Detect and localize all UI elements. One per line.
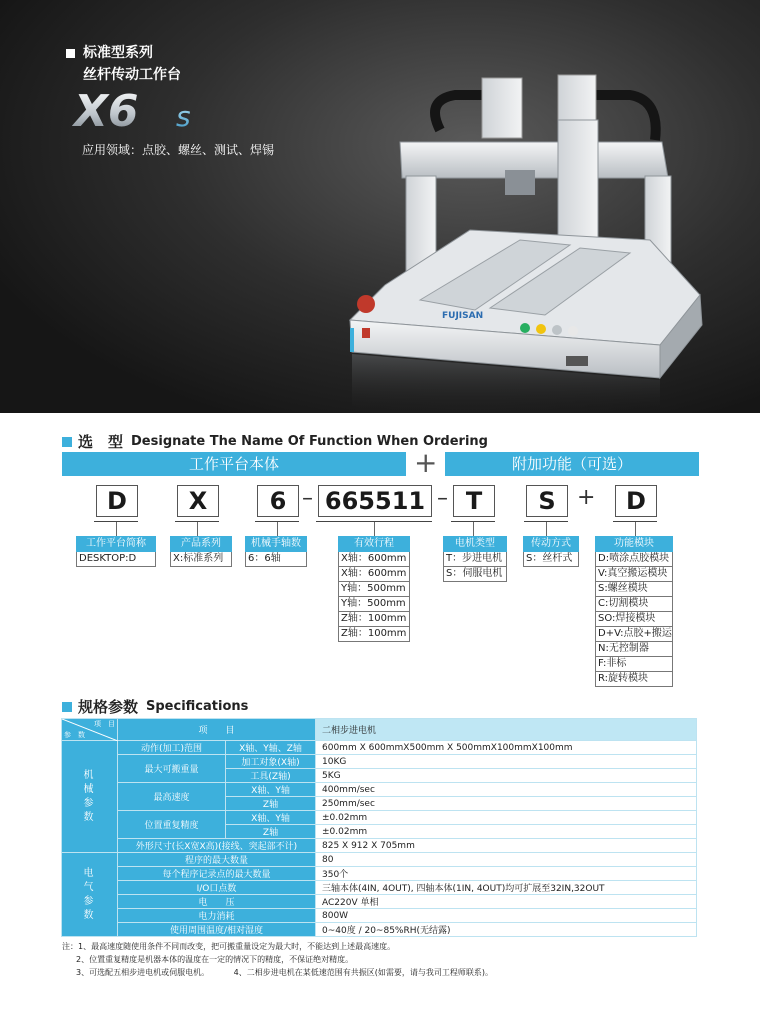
connector-line bbox=[473, 522, 474, 536]
group-head: 机械手轴数 bbox=[245, 536, 307, 552]
group-product-series bbox=[170, 536, 232, 567]
bullet-square-icon bbox=[66, 49, 75, 58]
row-sub: 加工对象(X轴) bbox=[226, 755, 316, 769]
code-box-6: 6 bbox=[257, 485, 299, 517]
bar-plus-sign: + bbox=[414, 446, 438, 479]
ordering-title-en: Designate The Name Of Function When Ordering bbox=[131, 434, 488, 449]
connector-line bbox=[374, 522, 375, 536]
row-sub: Z轴 bbox=[226, 825, 316, 839]
group-cell: C:切割模块 bbox=[595, 597, 673, 612]
table-row bbox=[62, 741, 697, 755]
note-3: 3、可选配五相步进电机或伺服电机。 bbox=[76, 968, 210, 977]
group-head: 传动方式 bbox=[523, 536, 579, 552]
series-title bbox=[66, 42, 153, 62]
section-square-icon bbox=[62, 702, 72, 712]
group-head: 工作平台简称 bbox=[76, 536, 156, 552]
row-name: 程序的最大数量 bbox=[118, 853, 316, 867]
group-cell: Y轴：500mm bbox=[338, 597, 410, 612]
specs-section-title bbox=[62, 696, 248, 717]
group-elec-label: 电气参数 bbox=[83, 867, 96, 921]
group-cell: V:真空搬运模块 bbox=[595, 567, 673, 582]
row-value: 825 X 912 X 705mm bbox=[316, 839, 697, 853]
corner-top-label: 项 目 bbox=[94, 720, 115, 728]
group-cell: R:旋转模块 bbox=[595, 672, 673, 687]
row-value: 10KG bbox=[316, 755, 697, 769]
connector-line bbox=[635, 522, 636, 536]
table-row bbox=[62, 923, 697, 937]
code-dash: – bbox=[302, 486, 313, 511]
row-name: 最高速度 bbox=[118, 783, 226, 811]
group-cell: S：伺服电机 bbox=[443, 567, 507, 582]
group-cell: X:标准系列 bbox=[170, 552, 232, 567]
code-box-t: T bbox=[453, 485, 495, 517]
table-row bbox=[62, 881, 697, 895]
code-box-stroke: 665511 bbox=[318, 485, 432, 517]
connector-line bbox=[546, 522, 547, 536]
specs-title-en: Specifications bbox=[146, 699, 249, 714]
table-row bbox=[62, 909, 697, 923]
row-sub: X轴、Y轴 bbox=[226, 783, 316, 797]
row-name: 动作(加工)范围 bbox=[118, 741, 226, 755]
spec-table bbox=[61, 718, 697, 937]
spec-header-row bbox=[62, 719, 697, 741]
row-value: 400mm/sec bbox=[316, 783, 697, 797]
connector-line bbox=[116, 522, 117, 536]
corner-cell bbox=[62, 719, 118, 741]
row-value: 三轴本体(4IN, 4OUT), 四轴本体(1IN, 4OUT)均可扩展至32IN,32OUT bbox=[316, 881, 697, 895]
header-item: 项 目 bbox=[118, 719, 316, 741]
group-head: 电机类型 bbox=[443, 536, 507, 552]
row-sub: X轴、Y轴 bbox=[226, 811, 316, 825]
row-name: 电 压 bbox=[118, 895, 316, 909]
group-cell: F:非标 bbox=[595, 657, 673, 672]
code-dash: – bbox=[437, 486, 448, 511]
group-effective-stroke bbox=[338, 536, 410, 642]
group-elec-cell bbox=[62, 853, 118, 937]
note-2: 2、位置重复精度是机器本体的温度在一定的情况下的精度，不保证绝对精度。 bbox=[76, 955, 354, 964]
group-head: 功能模块 bbox=[595, 536, 673, 552]
group-mech-cell bbox=[62, 741, 118, 853]
application-fields: 应用领域：点胶、螺丝、测试、焊锡 bbox=[82, 143, 275, 157]
table-row bbox=[62, 853, 697, 867]
group-drive-mode bbox=[523, 536, 579, 567]
group-axis-count bbox=[245, 536, 307, 567]
row-name: I/O口点数 bbox=[118, 881, 316, 895]
ordering-title-cn: 选 型 bbox=[78, 433, 124, 451]
table-row bbox=[62, 839, 697, 853]
row-value: AC220V 单相 bbox=[316, 895, 697, 909]
group-cell: DESKTOP:D bbox=[76, 552, 156, 567]
row-value: ±0.02mm bbox=[316, 825, 697, 839]
code-box-d-addon: D bbox=[615, 485, 657, 517]
note-4: 4、二相步进电机在某低速范围有共振区(如需要，请与我司工程师联系)。 bbox=[233, 968, 493, 977]
group-cell: D+V:点胶+搬运 bbox=[595, 627, 673, 642]
group-cell: T：步进电机 bbox=[443, 552, 507, 567]
gantry-machine-image bbox=[330, 60, 720, 410]
group-cell: SO:焊接模块 bbox=[595, 612, 673, 627]
row-value: 600mm X 600mmX500mm X 500mmX100mmX100mm bbox=[316, 741, 697, 755]
group-cell: X轴：600mm bbox=[338, 552, 410, 567]
row-value: 5KG bbox=[316, 769, 697, 783]
group-cell: D:喷涂点胶模块 bbox=[595, 552, 673, 567]
x6s-logo bbox=[72, 86, 222, 132]
row-value: 80 bbox=[316, 853, 697, 867]
group-cell: 6：6轴 bbox=[245, 552, 307, 567]
row-name: 位置重复精度 bbox=[118, 811, 226, 839]
row-value: ±0.02mm bbox=[316, 811, 697, 825]
table-row bbox=[62, 895, 697, 909]
group-cell: Z轴：100mm bbox=[338, 627, 410, 642]
platform-body-bar: 工作平台本体 bbox=[62, 452, 406, 476]
row-sub: 工具(Z轴) bbox=[226, 769, 316, 783]
table-row bbox=[62, 755, 697, 769]
group-head: 有效行程 bbox=[338, 536, 410, 552]
footnotes bbox=[62, 940, 493, 979]
code-plus-sign: + bbox=[577, 485, 596, 510]
table-row bbox=[62, 811, 697, 825]
table-row bbox=[62, 783, 697, 797]
row-value: 800W bbox=[316, 909, 697, 923]
section-square-icon bbox=[62, 437, 72, 447]
header-value: 二相步进电机 bbox=[316, 719, 697, 741]
group-cell: S：丝杆式 bbox=[523, 552, 579, 567]
row-name: 最大可搬重量 bbox=[118, 755, 226, 783]
table-row bbox=[62, 867, 697, 881]
group-cell: Y轴：500mm bbox=[338, 582, 410, 597]
group-cell: X轴：600mm bbox=[338, 567, 410, 582]
group-function-module bbox=[595, 536, 673, 687]
specs-title-cn: 规格参数 bbox=[78, 698, 139, 716]
group-mech-label: 机械参数 bbox=[83, 769, 96, 823]
machine-brand-label: FUJISAN bbox=[442, 311, 484, 321]
group-cell: Z轴：100mm bbox=[338, 612, 410, 627]
row-name: 使用周围温度/相对湿度 bbox=[118, 923, 316, 937]
row-value: 350个 bbox=[316, 867, 697, 881]
row-sub: X轴、Y轴、Z轴 bbox=[226, 741, 316, 755]
code-box-s: S bbox=[526, 485, 568, 517]
group-cell: N:无控制器 bbox=[595, 642, 673, 657]
row-name: 电力消耗 bbox=[118, 909, 316, 923]
logo-x6: X6 bbox=[74, 86, 139, 132]
row-name: 每个程序记录点的最大数量 bbox=[118, 867, 316, 881]
addon-function-bar: 附加功能（可选） bbox=[445, 452, 699, 476]
connector-line bbox=[277, 522, 278, 536]
series-text: 标准型系列 bbox=[83, 45, 153, 61]
row-value: 0~40度 / 20~85%RH(无结露) bbox=[316, 923, 697, 937]
group-motor-type bbox=[443, 536, 507, 582]
row-value: 250mm/sec bbox=[316, 797, 697, 811]
hero-banner bbox=[0, 0, 760, 413]
connector-line bbox=[197, 522, 198, 536]
product-title: 丝杆传动工作台 bbox=[83, 67, 181, 83]
group-head: 产品系列 bbox=[170, 536, 232, 552]
row-name: 外形尺寸(长X宽X高)(接线、突起部不计) bbox=[118, 839, 316, 853]
note-1: 注：1、最高速度随使用条件不同而改变，把可搬重量设定为最大时，不能达到上述最高速度。 bbox=[62, 942, 396, 951]
corner-bottom-label: 参 数 bbox=[64, 731, 85, 739]
group-cell: S:螺丝模块 bbox=[595, 582, 673, 597]
code-box-x: X bbox=[177, 485, 219, 517]
group-platform-abbr bbox=[76, 536, 156, 567]
logo-s: s bbox=[176, 100, 191, 132]
code-box-d: D bbox=[96, 485, 138, 517]
row-sub: Z轴 bbox=[226, 797, 316, 811]
